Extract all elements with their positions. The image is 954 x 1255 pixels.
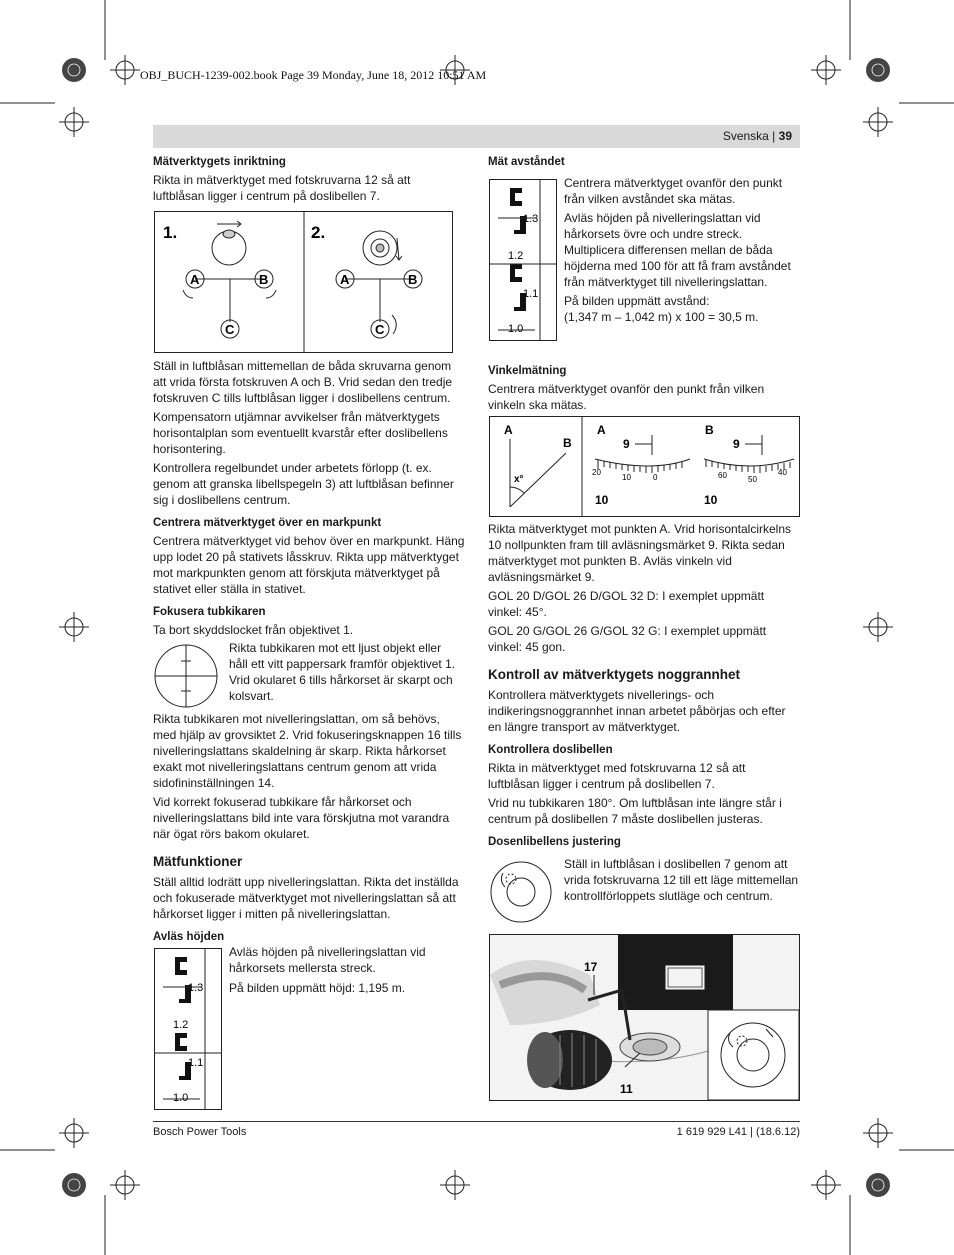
svg-text:60: 60 (718, 471, 727, 480)
distance-text: Centrera mätverktyget ovanför den punkt från vilken avståndet ska mätas. Avläs höjden på nivelleringslattan vid hårkorsets övre och undre streck. Multiplicera differensen mellan de båda höjderna med 100 för att få fram avståndet från mätverktyget till nivelleringslattan. På bilden uppmätt avstånd: (1,347 m – 1,042 m) x 100 = 30,5 m. (564, 176, 791, 324)
paragraph: Rikta in mätverktyget med fotskruvarna 12 så att luftblåsan ligger i centrum på doslibellen 7. (488, 761, 746, 791)
adjustment-photo (489, 934, 800, 1101)
svg-text:10: 10 (595, 493, 609, 507)
fig2-a: A (340, 272, 350, 287)
staff2-label-10: 1.0 (508, 323, 524, 335)
paragraph: Kompensatorn utjämnar avvikelser från mätverktygets horisontalplan som eventuellt kvarstår efter doslibellens horisontering. (153, 410, 448, 456)
height-text: Avläs höjden på nivelleringslattan vid hårkorsets mellersta streck. På bilden uppmätt höjd: 1,195 m. (229, 945, 426, 995)
fig1-b: B (259, 272, 269, 287)
svg-text:B: B (705, 423, 714, 437)
section-title-accuracy: Kontroll av mätverktygets noggrannhet (488, 667, 741, 682)
paragraph: GOL 20 D/GOL 26 D/GOL 32 D: I exemplet uppmätt vinkel: 45°. (488, 589, 765, 619)
levelling-staff-height (154, 948, 222, 1110)
right-column-2 (488, 356, 800, 416)
svg-text:9: 9 (733, 437, 740, 451)
register-target-br (811, 1170, 841, 1200)
paragraph: Kontrollera mätverktygets nivellerings- och indikeringsnoggrannhet innan arbetet påbörjas och efter en längre transport av mätverktyget. (488, 688, 786, 734)
left-column-2 (153, 358, 465, 641)
paragraph: Vrid nu tubkikaren 180°. Om luftblåsan inte längre står i centrum på doslibellen 7 måste doslibellen justeras. (488, 796, 782, 826)
left-column-3 (153, 711, 465, 947)
staff2-label-12: 1.2 (508, 250, 524, 262)
register-target-tl (110, 55, 140, 85)
svg-text:x°: x° (514, 474, 524, 485)
section-title-focus: Fokusera tubkikaren (153, 606, 266, 618)
register-target-bl (110, 1170, 140, 1200)
right-column-3 (488, 521, 800, 852)
section-title-adjust-level: Dosenlibellens justering (488, 836, 621, 848)
svg-text:A: A (504, 423, 513, 437)
section-title-check-level: Kontrollera doslibellen (488, 744, 613, 756)
footer-rule (153, 1121, 800, 1122)
paragraph: Centrera mätverktyget vid behov över en markpunkt. Häng upp lodet 20 på stativets låsskruv. Rikta upp mätverktyget mot markpunkten genom att förskjuta mätverktyget på stativet eller ställa in stativet. (153, 534, 465, 596)
staff-label-11: 1.1 (188, 1057, 204, 1069)
fig-label-2: 2. (311, 223, 326, 242)
fig1-a: A (190, 272, 200, 287)
paragraph: Ställ in luftblåsan mittemellan de båda skruvarna genom att vrida första fotskruven A och B. Vrid sedan den tredje fotskruven C tills luftblåsan ligger i doslibellens centrum. (153, 359, 453, 405)
svg-text:10: 10 (704, 493, 718, 507)
levelling-staff-distance (489, 179, 557, 341)
paragraph: Ta bort skyddslocket från objektivet 1. (153, 623, 354, 637)
svg-text:20: 20 (592, 468, 601, 477)
staff2-label-13: 1.3 (523, 213, 539, 225)
svg-text:9: 9 (623, 437, 630, 451)
paragraph: Vid korrekt fokuserad tubkikare får hårkorset och nivelleringslattans bild inte vara förskjutna mot varandra när ögat rörs bakom okularet. (153, 795, 450, 841)
footer-doc-number: 1 619 929 L41 | (18.6.12) (676, 1126, 800, 1138)
photo-label-11: 11 (620, 1082, 633, 1096)
angle-figure (489, 416, 800, 517)
paragraph: Rikta mätverktyget mot punkten A. Vrid horisontalcirkelns 10 nollpunkten fram till avläsningsmärket 9. Rikta sedan mätverktyget mot punkten B. Avläs vinkeln vid avläsningsmärket 9. (488, 522, 792, 584)
paragraph: GOL 20 G/GOL 26 G/GOL 32 G: I exemplet uppmätt vinkel: 45 gon. (488, 624, 767, 654)
fig2-c: C (375, 322, 385, 337)
paragraph: Ställ alltid lodrätt upp nivelleringslattan. Rikta det inställda och fokuserade mätverktyget mot nivelleringslattan så att hårkorset ligger i mitten på nivelleringslattan. (153, 875, 459, 921)
paragraph: Kontrollera regelbundet under arbetets förlopp (t. ex. genom att granska libellspegeln 3) att luftblåsan befinner sig i doslibellens centrum. (153, 461, 454, 507)
levelling-figure (154, 211, 453, 353)
fig1-c: C (225, 322, 235, 337)
header-language-page: Svenska | 39 (722, 129, 792, 143)
print-info: OBJ_BUCH-1239-002.book Page 39 Monday, June 18, 2012 10:51 AM (140, 68, 487, 82)
section-title-distance: Mät avståndet (488, 156, 565, 168)
svg-text:40: 40 (778, 468, 787, 477)
section-title-read-height: Avläs höjden (153, 931, 225, 943)
staff-label-12: 1.2 (173, 1019, 189, 1031)
paragraph: Centrera mätverktyget ovanför den punkt från vilken vinkeln ska mätas. (488, 382, 765, 412)
fig2-b: B (408, 272, 418, 287)
crosshair-icon (153, 643, 221, 711)
section-title-functions: Mätfunktioner (153, 854, 243, 869)
fig-label-1: 1. (163, 223, 178, 242)
circular-level-icon (489, 859, 553, 925)
register-target-tr (811, 55, 841, 85)
footer-brand: Bosch Power Tools (153, 1126, 247, 1138)
right-column (488, 154, 800, 172)
svg-text:B: B (563, 436, 572, 450)
svg-text:A: A (597, 423, 606, 437)
section-title-angle: Vinkelmätning (488, 365, 567, 377)
paragraph: Rikta tubkikaren mot nivelleringslattan, om så behövs, med hjälp av grovsiktet 2. Vrid fokuseringsknappen 16 tills nivelleringslattans skaldelning är skarp. Rikta hårkorset exakt mot nivelleringslattans centrum genom att vrida sidofininställningen 14. (153, 712, 462, 790)
section-title-center: Centrera mätverktyget över en markpunkt (153, 517, 382, 529)
focus-text: Rikta tubkikaren mot ett ljust objekt eller håll ett vitt pappersark framför objektivet 1. Vrid okularet 6 tills hårkorset är skarpt och kolsvart. (229, 641, 456, 703)
adjust-text: Ställ in luftblåsan i doslibellen 7 genom att vrida fotskruvarna 12 till ett läge mittemellan kontrollförloppets slutläge och centrum. (564, 857, 799, 903)
svg-text:10: 10 (622, 473, 631, 482)
photo-label-17: 17 (584, 960, 598, 974)
paragraph: Rikta in mätverktyget med fotskruvarna 12 så att luftblåsan ligger i centrum på doslibellen 7. (153, 173, 411, 203)
page-header (153, 125, 800, 148)
left-column (153, 154, 465, 207)
svg-text:0: 0 (653, 473, 658, 482)
staff-label-13: 1.3 (188, 982, 204, 994)
section-title-alignment: Mätverktygets inriktning (153, 156, 286, 168)
svg-text:50: 50 (748, 475, 757, 484)
staff2-label-11: 1.1 (523, 288, 539, 300)
staff-label-10: 1.0 (173, 1092, 189, 1104)
